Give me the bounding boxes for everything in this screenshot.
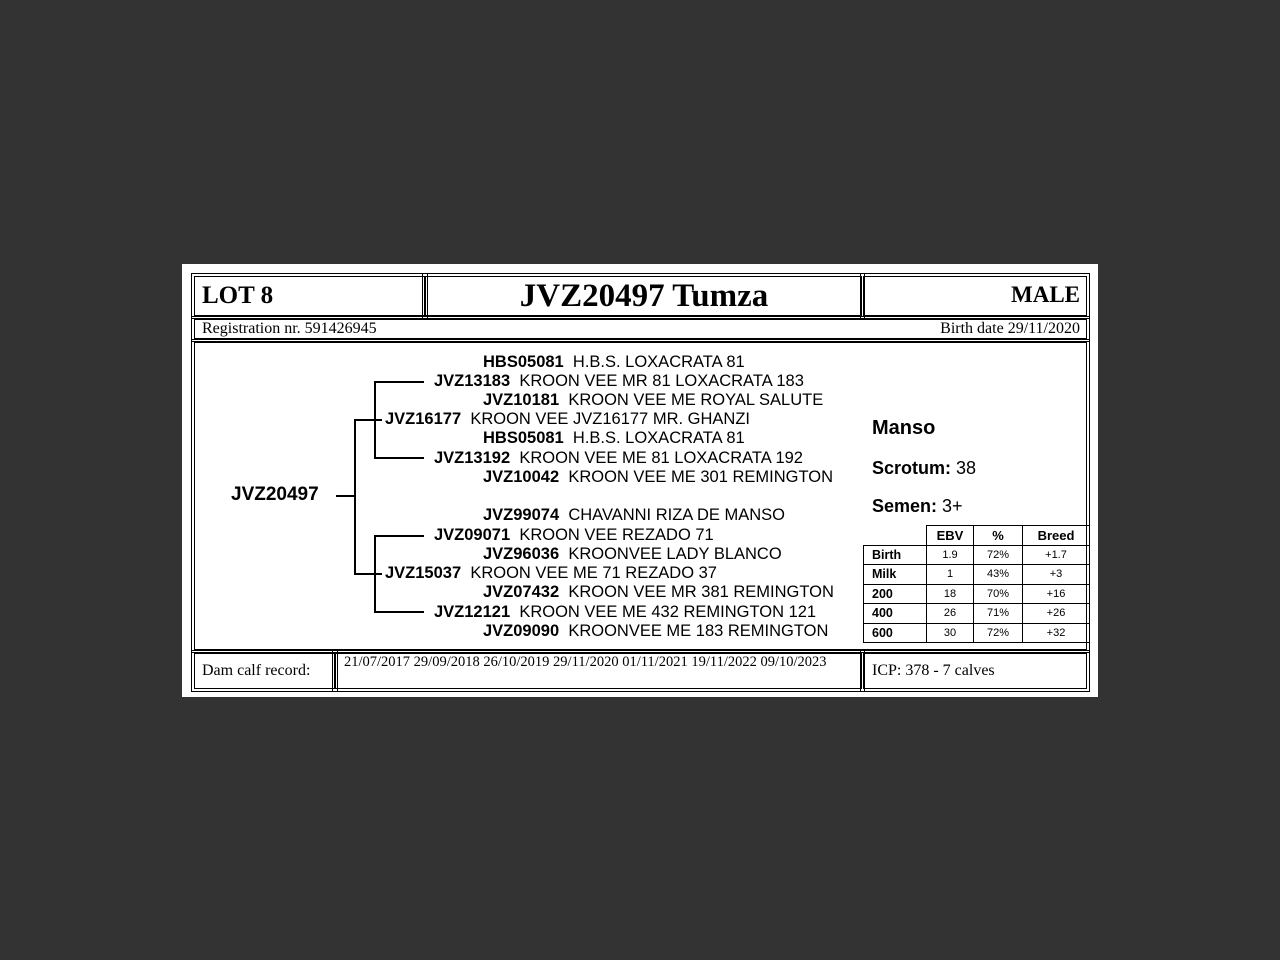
- pedigree-line: [354, 419, 382, 421]
- ebv-row-200: [864, 584, 1090, 604]
- ebv-row-400: [864, 604, 1090, 624]
- pedigree-entry-dss: JVZ99074 CHAVANNI RIZA DE MANSO: [483, 506, 785, 524]
- animal-title: JVZ20497 Tumza: [519, 278, 769, 314]
- ebv-row-label: 200: [864, 584, 927, 604]
- ebv-header-pct: %: [974, 526, 1023, 546]
- sex-label: MALE: [1011, 282, 1080, 307]
- pedigree-entry-ssd: JVZ10181 KROON VEE ME ROYAL SALUTE: [483, 391, 824, 409]
- pedigree-entry-sds: HBS05081 H.B.S. LOXACRATA 81: [483, 429, 745, 447]
- ebv-value: 26: [927, 604, 974, 624]
- ebv-header-ebv: EBV: [927, 526, 974, 546]
- pedigree-line: [374, 611, 424, 613]
- birth-date: Birth date 29/11/2020: [940, 320, 1080, 337]
- pedigree-entry-ss: JVZ13183 KROON VEE MR 81 LOXACRATA 183: [434, 372, 804, 390]
- pedigree-entry-dsd: JVZ96036 KROONVEE LADY BLANCO: [483, 545, 782, 563]
- pedigree-entry-dam: JVZ15037 KROON VEE ME 71 REZADO 37: [385, 564, 717, 582]
- pedigree-entry-ddd: JVZ09090 KROONVEE ME 183 REMINGTON: [483, 622, 829, 640]
- pedigree-line: [374, 457, 424, 459]
- dam-calf-record-label: Dam calf record:: [202, 662, 311, 679]
- pedigree-entry-sdd: JVZ10042 KROON VEE ME 301 REMINGTON: [483, 468, 833, 486]
- pedigree-entry-dd: JVZ12121 KROON VEE ME 432 REMINGTON 121: [434, 603, 817, 621]
- pedigree-line: [354, 573, 382, 575]
- pedigree-entry-sire: JVZ16177 KROON VEE JVZ16177 MR. GHANZI: [385, 410, 750, 428]
- ebv-accuracy: 43%: [974, 565, 1023, 585]
- ebv-breed: +26: [1023, 604, 1090, 624]
- ebv-accuracy: 71%: [974, 604, 1023, 624]
- ebv-accuracy: 72%: [974, 545, 1023, 565]
- pedigree-line: [336, 495, 354, 497]
- ebv-row-label: 400: [864, 604, 927, 624]
- pedigree-line: [374, 535, 424, 537]
- pedigree-line: [374, 381, 424, 383]
- animal-id: JVZ20497: [231, 484, 319, 505]
- pedigree-line: [374, 535, 376, 613]
- dam-calf-record-dates: 21/07/2017 29/09/2018 26/10/2019 29/11/2020 01/11/2021 19/11/2022 09/10/2023: [344, 654, 827, 670]
- ebv-row-milk: [864, 565, 1090, 585]
- ebv-header-breed: Breed: [1023, 526, 1090, 546]
- ebv-row-600: [864, 623, 1090, 643]
- pedigree-line: [354, 419, 356, 575]
- ebv-header-row: [864, 526, 1090, 546]
- pedigree-entry-sd: JVZ13192 KROON VEE ME 81 LOXACRATA 192: [434, 449, 803, 467]
- semen-info: Semen: 3+: [872, 496, 963, 516]
- scrotum-info: Scrotum: 38: [872, 458, 977, 478]
- ebv-breed: +1.7: [1023, 545, 1090, 565]
- ebv-row-label: 600: [864, 623, 927, 643]
- ebv-row-label: Milk: [864, 565, 927, 585]
- icp-info: ICP: 378 - 7 calves: [872, 662, 995, 679]
- lot-card: [182, 264, 1098, 697]
- lot-number: LOT 8: [202, 282, 274, 309]
- pedigree-entry-ds: JVZ09071 KROON VEE REZADO 71: [434, 526, 714, 544]
- ebv-accuracy: 72%: [974, 623, 1023, 643]
- ebv-row-label: Birth: [864, 545, 927, 565]
- ebv-value: 30: [927, 623, 974, 643]
- ebv-breed: +16: [1023, 584, 1090, 604]
- ebv-accuracy: 70%: [974, 584, 1023, 604]
- ebv-table: [863, 525, 1090, 643]
- ebv-value: 1.9: [927, 545, 974, 565]
- bull-name: Manso: [872, 417, 936, 439]
- ebv-header-blank: [864, 526, 927, 546]
- ebv-row-birth: [864, 545, 1090, 565]
- ebv-breed: +32: [1023, 623, 1090, 643]
- ebv-value: 18: [927, 584, 974, 604]
- pedigree-entry-dds: JVZ07432 KROON VEE MR 381 REMINGTON: [483, 583, 834, 601]
- ebv-breed: +3: [1023, 565, 1090, 585]
- ebv-value: 1: [927, 565, 974, 585]
- pedigree-entry-sss: HBS05081 H.B.S. LOXACRATA 81: [483, 353, 745, 371]
- registration-number: Registration nr. 591426945: [202, 320, 377, 337]
- pedigree-line: [374, 381, 376, 459]
